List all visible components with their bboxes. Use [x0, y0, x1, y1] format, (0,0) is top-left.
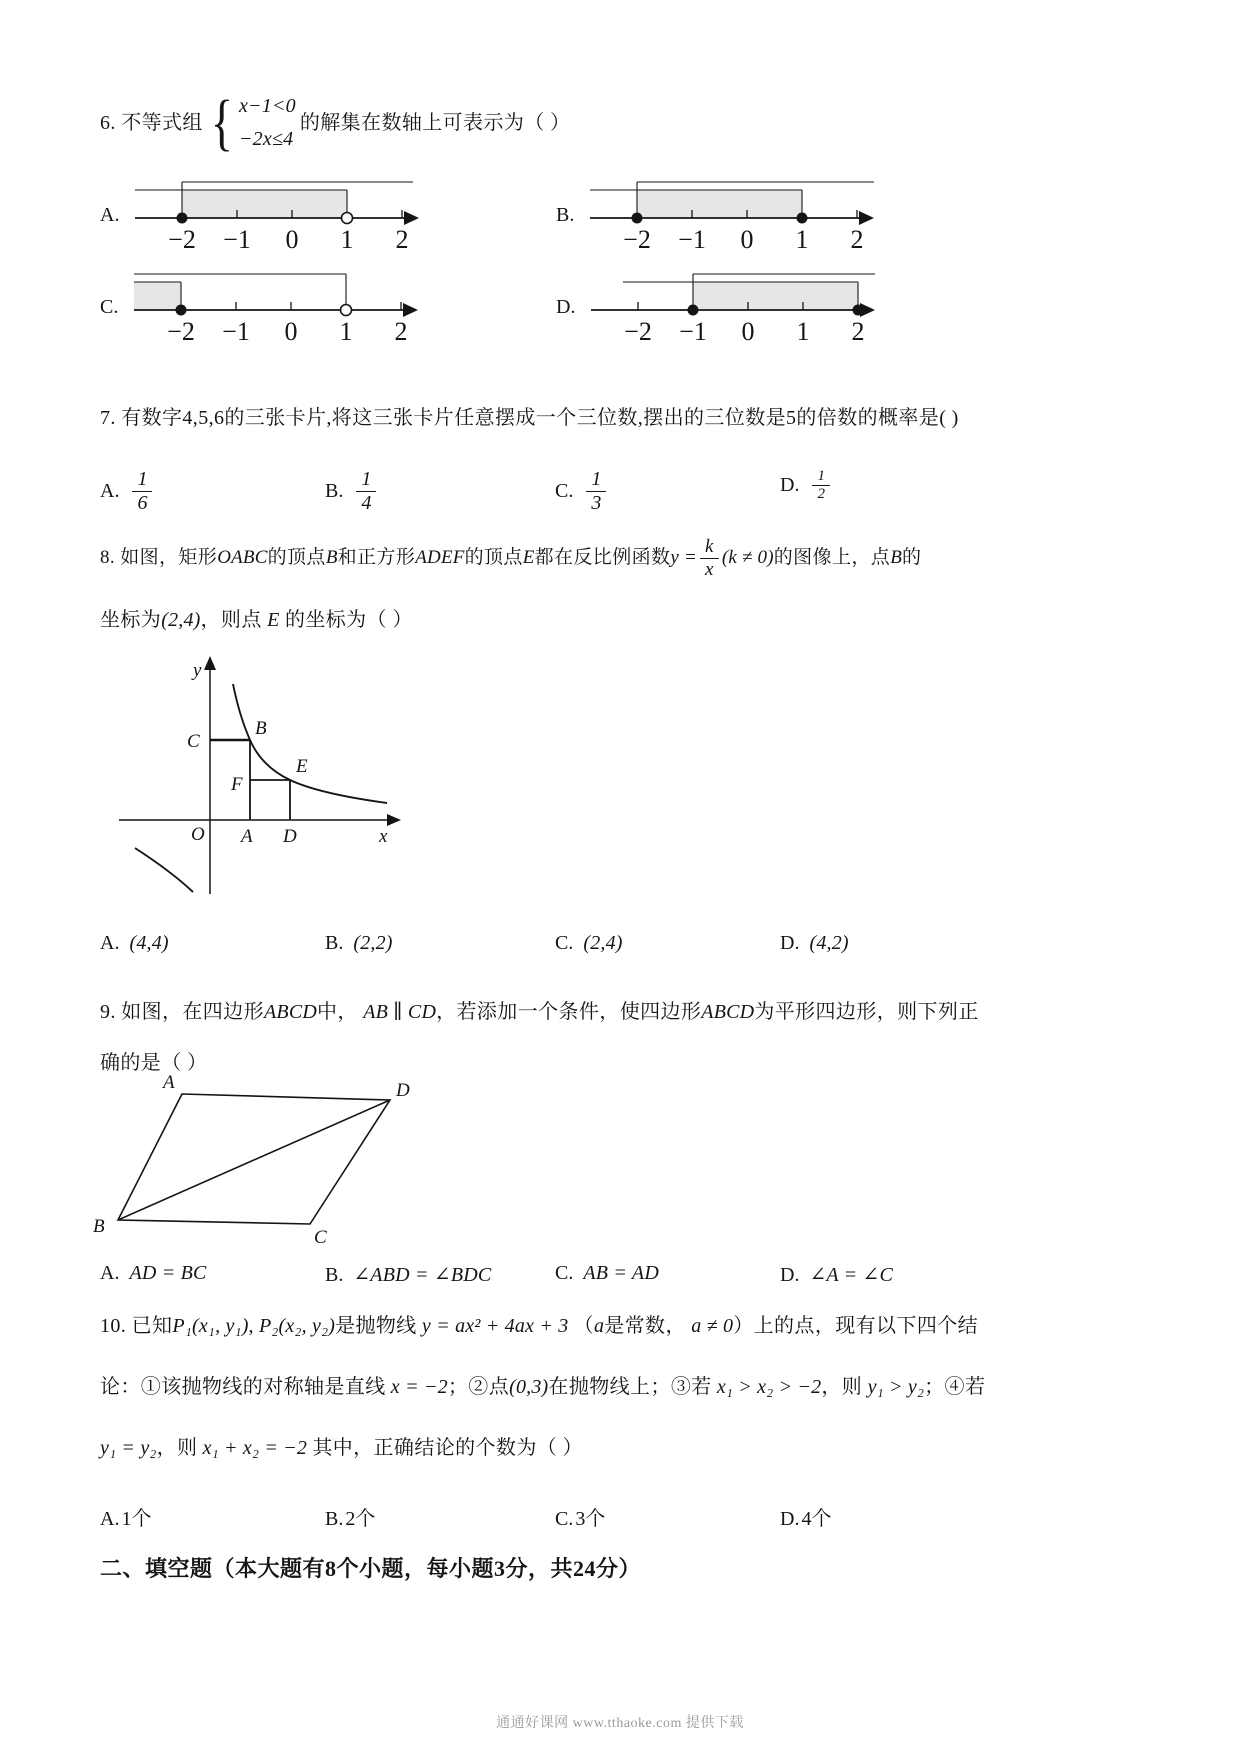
- q8-line2: 坐标为(2,4)，则点 E 的坐标为（ ）: [100, 609, 413, 631]
- tick-label: −2: [623, 225, 652, 254]
- tick-label: 0: [740, 225, 754, 254]
- parallelogram-figure: [85, 1072, 525, 1257]
- point-label-a: A: [163, 1072, 175, 1093]
- tick-label: −1: [679, 317, 708, 346]
- q8-option-b: B. (2,2): [325, 932, 393, 954]
- q7-option-a: [100, 468, 155, 515]
- point-label-c: C: [187, 731, 200, 752]
- point-label-d: D: [396, 1080, 410, 1101]
- section-2-title: 二、填空题（本大题有8个小题，每小题3分，共24分）: [100, 1556, 642, 1581]
- axis-label-x: x: [379, 826, 388, 847]
- point-label-c: C: [314, 1227, 327, 1248]
- tick-label: 1: [340, 225, 354, 254]
- q6-inequality-1: x−1<0: [238, 95, 296, 117]
- q8-line1: 8. 如图，矩形 OABC 的顶点 B 和正方形 ADEF 的顶点 E 都在反比例函数 y = $\frac{k}{x}$ (k ≠ 0) 的图像上，点 B 的: [100, 535, 922, 580]
- q10-option-a: A. 1个: [100, 1508, 152, 1530]
- tick-label: 0: [741, 317, 755, 346]
- q6-inequality-2: −2x≤4: [238, 128, 294, 150]
- tick-label: 1: [796, 317, 810, 346]
- axis-label-y: y: [193, 660, 202, 681]
- q7-option-c-fraction: $\frac{1}{3}$: [586, 468, 606, 515]
- q6-option-b-label: B.: [556, 204, 575, 226]
- q6-inequality-system: [207, 89, 296, 157]
- q9-line2: 确的是（ ）: [100, 1052, 208, 1074]
- point-label-d: D: [283, 826, 297, 847]
- q7-option-a-fraction: $\frac{1}{6}$: [132, 468, 152, 515]
- q10-option-d: D. 4个: [780, 1508, 832, 1530]
- q6-option-d: [556, 268, 883, 359]
- tick-label: 2: [850, 225, 864, 254]
- q6-option-b: [556, 176, 882, 267]
- q9-option-b: B. ∠ABD = ∠BDC: [325, 1264, 492, 1286]
- tick-label: 0: [285, 225, 299, 254]
- number-line-c: [126, 268, 426, 354]
- q10-line1: 10. 已知P₁(x₁, y₁), P₂(x₂, y₂)是抛物线 y = ax² + 4ax + 3 （a是常数， a ≠ 0）上的点，现有以下四个结: [100, 1315, 979, 1337]
- question-6: [100, 89, 571, 157]
- q7-option-c-label: C.: [555, 480, 574, 502]
- q9-line1: 9. 如图，在四边形ABCD中， AB ∥ CD，若添加一个条件，使四边形ABCD为平形四边形，则下列正: [100, 1001, 979, 1023]
- q7-option-a-label: A.: [100, 480, 120, 502]
- q7-option-d-fraction: $\frac{1}{2}$: [812, 468, 830, 504]
- q9-option-c: C. AB = AD: [555, 1262, 659, 1284]
- q10-option-c: C. 3个: [555, 1508, 606, 1530]
- question-8-options: [100, 932, 1160, 966]
- q6-option-c: [100, 268, 426, 359]
- q9-figure: [85, 1072, 525, 1262]
- tick-label: −2: [168, 225, 197, 254]
- question-10: [100, 1312, 985, 1463]
- tick-label: 1: [339, 317, 353, 346]
- page-footer: 通通好课网 www.tthaoke.com 提供下载: [496, 1716, 744, 1731]
- tick-label: −2: [624, 317, 653, 346]
- q7-option-b-label: B.: [325, 480, 344, 502]
- q6-option-c-label: C.: [100, 296, 119, 318]
- q10-line2: 论：①该抛物线的对称轴是直线 x = −2；②点(0,3)在抛物线上；③若 x₁ > x₂ > −2，则 y₁ > y₂；④若: [100, 1376, 986, 1398]
- point-label-b: B: [255, 718, 267, 739]
- q7-option-c: [555, 468, 609, 515]
- q8-option-a: A. (4,4): [100, 932, 169, 954]
- q7-option-b: [325, 468, 379, 515]
- point-label-a: A: [241, 826, 253, 847]
- q6-option-d-label: D.: [556, 296, 576, 318]
- point-label-e: E: [296, 756, 308, 777]
- question-10-options: [100, 1502, 1160, 1536]
- tick-label: −1: [222, 317, 251, 346]
- q7-option-d-label: D.: [780, 474, 800, 497]
- q8-option-c: C. (2,4): [555, 932, 623, 954]
- tick-label: 2: [851, 317, 865, 346]
- q8-option-d: D. (4,2): [780, 932, 849, 954]
- q10-option-b: B. 2个: [325, 1508, 376, 1530]
- q6-option-a-label: A.: [100, 204, 120, 226]
- tick-label: 1: [795, 225, 809, 254]
- q9-option-d: D. ∠A = ∠C: [780, 1264, 894, 1286]
- q6-suffix: 的解集在数轴上可表示为（ ）: [299, 111, 571, 134]
- number-line-a: [127, 176, 427, 262]
- q7-option-b-fraction: $\frac{1}{4}$: [356, 468, 376, 515]
- q6-prefix: 6. 不等式组: [100, 111, 203, 134]
- q8-figure: [105, 652, 405, 905]
- question-9-options: [100, 1262, 1160, 1296]
- tick-label: 2: [395, 225, 409, 254]
- point-label-b: B: [93, 1216, 105, 1237]
- question-8: [100, 520, 921, 635]
- tick-label: −1: [223, 225, 252, 254]
- number-line-d: [583, 268, 883, 354]
- point-label-o: O: [191, 824, 205, 845]
- number-line-b: [582, 176, 882, 262]
- q9-option-a: A. AD = BC: [100, 1262, 207, 1284]
- hyperbola-figure: [105, 652, 405, 900]
- question-7-text: 7. 有数字4,5,6的三张卡片,将这三张卡片任意摆成一个三位数,摆出的三位数是5的倍数的概率是( ): [100, 407, 959, 429]
- tick-label: 2: [394, 317, 408, 346]
- question-9: [100, 998, 979, 1078]
- tick-label: −2: [167, 317, 196, 346]
- point-label-f: F: [231, 774, 243, 795]
- tick-label: −1: [678, 225, 707, 254]
- tick-label: 0: [284, 317, 298, 346]
- question-7-options: [100, 468, 1160, 528]
- q10-line3: y₁ = y₂，则 x₁ + x₂ = −2 其中，正确结论的个数为（ ）: [100, 1437, 583, 1459]
- q7-option-d: [780, 468, 833, 504]
- q6-option-a: [100, 176, 427, 267]
- q6-brace: {: [210, 89, 234, 157]
